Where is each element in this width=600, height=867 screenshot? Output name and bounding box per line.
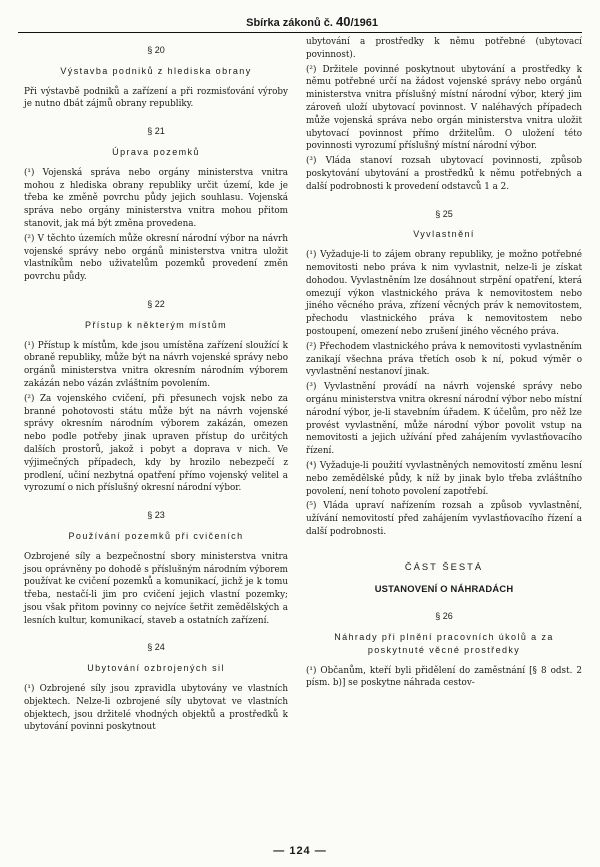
section-number: § 26: [435, 611, 453, 622]
section-heading: Náhrady při plnění pracovních úkolů a za poskytnuté věcné prostředky: [334, 632, 554, 655]
page-header: [0, 10, 600, 30]
page-number: — 124 —: [273, 845, 327, 857]
paragraph: (²) Za vojenského cvičení, při přesunech vojsk nebo za branné pohotovosti státu může být na návrh vojenské správy okresním národním výborem zakázán, omezen nebo podle potřeby jinak upraven přístup do určitých dalších prostorů, jakož i pobyt a doprava v nich. Ve výjimečných případech, kdy by hrozilo nebezpečí z prodlení, učiní nezbytná opatření přímo vojenský velitel a vyrozumí o nich příslušný okresní národní výbor.: [24, 393, 288, 494]
paragraph: Ozbrojené síly a bezpečnostní sbory ministerstva vnitra jsou oprávněny po dohodě s příslušným národním výborem používat ke cvičení pozemků a komunikací, jichž je k tomu třeba, nestačí-li jim pro cvičení jejich vlastní pozemky; jsou však přitom povinny co nejvíce šetřit zemědělských a lesních kultur, komunikací, staveb a ostatních zařízení.: [24, 551, 288, 626]
paragraph: (³) Vyvlastnění provádí na návrh vojenské správy nebo orgánu ministerstva vnitra okresní národní výbor nebo místní národní výbor, je-li stavebním úřadem. K účelům, pro něž lze provést vyvlastnění, může národní výbor povolit vstup na nemovitosti a jejich užívání před zahájením vyvlastňovacího řízení.: [306, 382, 582, 457]
paragraph: (⁴) Vyžaduje-li použití vyvlastněných nemovitostí změnu lesní nebo zemědělské půdy, k níž by jinak bylo třeba zvláštního povolení, není tohoto povolení zapotřebí.: [306, 460, 582, 497]
paragraph: (²) Přechodem vlastnického práva k nemovitosti vyvlastněním zanikají všechna práva třetích osob k ní, pokud výměr o vyvlastnění nestanoví jinak.: [306, 341, 582, 378]
paragraph: (²) V těchto územích může okresní národní výbor na návrh vojenské správy nebo orgánů ministerstva vnitra uložit vlastníkům nebo uživatelům pozemků provedení změn povrchu půdy.: [24, 233, 288, 283]
section-number: § 25: [435, 208, 453, 219]
left-column: [24, 36, 288, 736]
header-rule: [18, 32, 582, 33]
paragraph: (¹) Přístup k místům, kde jsou umístěna zařízení sloužící k obraně republiky, může být na návrh vojenské správy nebo orgánů ministerstva vnitra okresním národním výborem zakázán nebo vázán zvláštním povolením.: [24, 340, 288, 389]
paragraph: (¹) Občanům, kteří byli přidělení do zaměstnání [§ 8 odst. 2 písm. b)] se poskytne náhrada cestov-: [306, 665, 582, 689]
section-heading: Výstavba podniků z hlediska obrany: [60, 65, 252, 76]
header-title-text: Sbírka zákonů č.: [246, 17, 333, 29]
paragraph: (¹) Ozbrojené síly jsou zpravidla ubytovány ve vlastních objektech. Nelze-li ozbrojené síly ubytovat ve vlastních objektech, jsou držitelé vhodných objektů a prostředků k ubytování povinni poskytnout: [24, 684, 288, 733]
paragraph: (³) Vláda stanoví rozsah ubytovací povinnosti, způsob poskytování ubytování a prostředků k němu potřebných a další podrobnosti k provedení odstavců 1 a 2.: [306, 156, 582, 192]
right-column: [306, 36, 582, 692]
paragraph: ubytování a prostředky k němu potřebné (ubytovací povinnost).: [306, 37, 582, 60]
paragraph: (¹) Vyžaduje-li to zájem obrany republiky, je možno potřebné nemovitosti nebo práva k nim vyvlastnit, nelze-li je získat dohodou. Vyvlastněním lze dosáhnout strpění opatření, která omezují výkon vlastnického práva k nemovitostem nebo jiného věcného práva, zřízení věcných práv k nemovitostem, přechodu vlastnického práva k nemovitostem nebo postoupení, omezení nebo zrušení jiného věcného práva.: [306, 250, 582, 337]
paragraph: Při výstavbě podniků a zařízení a při rozmisťování výroby je nutno dbát zájmů obrany republiky.: [24, 86, 288, 110]
section-heading: Vyvlastnění: [413, 229, 475, 240]
section-number: § 22: [147, 298, 165, 309]
paragraph: (⁵) Vláda upraví nařízením rozsah a způsob vyvlastnění, užívání nemovitostí před zahájením vyvlastňovacího řízení a další podrobnosti.: [306, 501, 582, 537]
paragraph: (¹) Vojenská správa nebo orgány ministerstva vnitra mohou z hlediska obrany republiky určit území, kde je třeba ke změně povrchu půdy jejich souhlasu. Vojenská správa nebo orgány ministerstva vnitra mohou přitom stanovit, jak má být změna provedena.: [24, 167, 288, 229]
section-number: § 20: [147, 45, 165, 55]
header-title: [246, 14, 378, 29]
part-title: ČÁST ŠESTÁ: [404, 560, 484, 572]
section-heading: Přístup k některým místům: [84, 319, 228, 330]
part-subtitle: USTANOVENÍ O NÁHRADÁCH: [374, 583, 514, 595]
header-year: /1961: [350, 17, 378, 29]
section-heading: Úprava pozemků: [112, 146, 200, 157]
section-heading: Používání pozemků při cvičeních: [68, 530, 244, 541]
section-number: § 21: [147, 126, 165, 137]
section-number: § 24: [147, 642, 165, 653]
paragraph: (²) Držitele povinné poskytnout ubytování a prostředky k němu potřebné určí na žádost vojenské správy nebo orgánů ministerstva vnitra příslušný místní národní výbor, který jim zároveň uloží ubytovací povinnost. V naléhavých případech může vojenská správa nebo orgán ministerstva vnitra uložit ubytovací povinnost přímo držitelům. O uložení této povinnosti vyrozumí příslušný místní národní výbor.: [306, 64, 582, 152]
section-heading: Ubytování ozbrojených sil: [87, 663, 225, 674]
section-number: § 23: [147, 510, 165, 521]
header-number: 40: [336, 14, 351, 29]
